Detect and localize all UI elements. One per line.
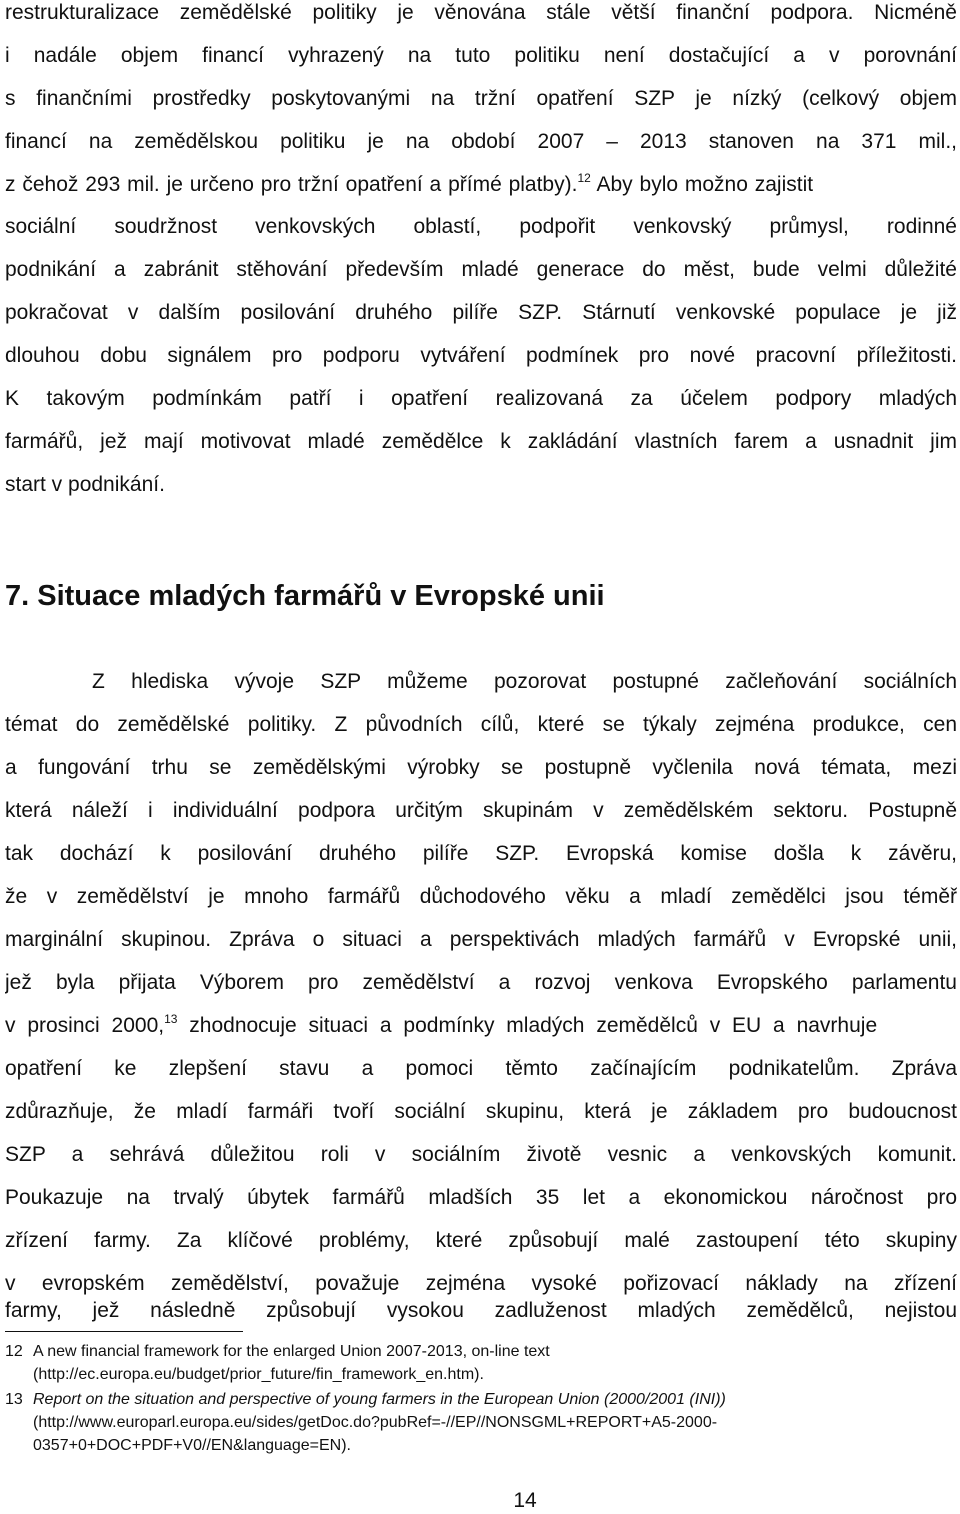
footnote-text: A new financial framework for the enlarged Union 2007-2013, on-line text [33,1343,550,1360]
text-line: tak dochází k posilování druhého pilíře SZP. Evropská komise došla k závěru, [5,842,957,865]
text-line: zřízení farmy. Za klíčové problémy, které způsobují malé zastoupení této skupiny [5,1229,957,1252]
text-line: marginální skupinou. Zpráva o situaci a perspektivách mladých farmářů v Evropské unii, [5,928,957,951]
footnote-13 [5,1390,726,1410]
text-line: restrukturalizace zemědělské politiky je věnována stále větší finanční podpora. Nicméně [5,1,957,24]
page-number: 14 [513,1489,537,1512]
text-line: pokračovat v dalším posilování druhého pilíře SZP. Stárnutí venkovské populace je již [5,301,957,324]
text-line: jež byla přijata Výborem pro zemědělství a rozvoj venkova Evropského parlamentu [5,971,957,994]
text-line: s finančními prostředky poskytovanými na tržní opatření SZP je nízký (celkový objem [5,87,957,110]
text-line: Poukazuje na trvalý úbytek farmářů mladších 35 let a ekonomickou náročnost pro [5,1186,957,1209]
text-line: K takovým podmínkám patří i opatření realizovaná za účelem podpory mladých [5,387,957,410]
section-heading: 7. Situace mladých farmářů v Evropské unii [5,580,605,612]
footnote-ref-12: 12 [577,171,591,185]
text-span: Aby bylo možno zajistit [590,173,814,196]
text-line: v evropském zemědělství, považuje zejména vysoké pořizovací náklady na zřízení [5,1272,957,1295]
footnote-12 [5,1342,550,1362]
text-line: farmářů, jež mají motivovat mladé zemědělce k zakládání vlastních farem a usnadnit jim [5,430,957,453]
text-line: podnikání a zabránit stěhování především mladé generace do měst, bude velmi důležité [5,258,957,281]
footnote-number: 13 [5,1391,23,1408]
text-line: která náleží i individuální podpora určitým skupinám v zemědělském sektoru. Postupně [5,799,957,822]
footnote-divider [5,1331,243,1332]
footnote-number: 12 [5,1343,23,1360]
text-span: z čehož 293 mil. je určeno pro tržní opatření a přímé platby). [5,173,578,196]
text-span: v prosinci 2000, [5,1014,165,1037]
text-line: a fungování trhu se zemědělskými výrobky se postupně vyčlenila nová témata, mezi [5,756,957,779]
text-line [5,1013,957,1041]
footnote-text: Report on the situation and perspective of young farmers in the European Union (2000/2001 (INI)) [33,1391,726,1408]
text-line: témat do zemědělské politiky. Z původních cílů, které se týkaly zejména produkce, cen [5,713,957,736]
text-span: zhodnocuje situaci a podmínky mladých zemědělců v EU a navrhuje [177,1014,878,1037]
footnote-text: (http://ec.europa.eu/budget/prior_future/fin_framework_en.htm). [33,1366,484,1383]
footnote-text: 0357+0+DOC+PDF+V0//EN&language=EN). [33,1437,351,1454]
text-line [5,172,957,200]
text-line: dlouhou dobu signálem pro podporu vytváření podmínek pro nové pracovní příležitosti. [5,344,957,367]
footnote-ref-13: 13 [164,1012,178,1026]
footnote-text: (http://www.europarl.europa.eu/sides/getDoc.do?pubRef=-//EP//NONSGML+REPORT+A5-2000- [33,1414,718,1431]
text-line: financí na zemědělskou politiku je na období 2007 – 2013 stanoven na 371 mil., [5,130,957,153]
text-line: sociální soudržnost venkovských oblastí, podpořit venkovský průmysl, rodinné [5,215,957,238]
text-line: Z hlediska vývoje SZP můžeme pozorovat postupné začleňování sociálních [92,670,957,693]
text-line: start v podnikání. [5,473,165,496]
text-line: i nadále objem financí vyhrazený na tuto politiku není dostačující a v porovnání [5,44,957,67]
text-line: zdůrazňuje, že mladí farmáři tvoří sociální skupinu, která je základem pro budoucnost [5,1100,957,1123]
text-line: farmy, jež následně způsobují vysokou zadluženost mladých zemědělců, nejistou [5,1299,957,1322]
text-line: opatření ke zlepšení stavu a pomoci těmto začínajícím podnikatelům. Zpráva [5,1057,957,1080]
text-line: že v zemědělství je mnoho farmářů důchodového věku a mladí zemědělci jsou téměř [5,885,957,908]
text-line: SZP a sehrává důležitou roli v sociálním životě vesnic a venkovských komunit. [5,1143,957,1166]
